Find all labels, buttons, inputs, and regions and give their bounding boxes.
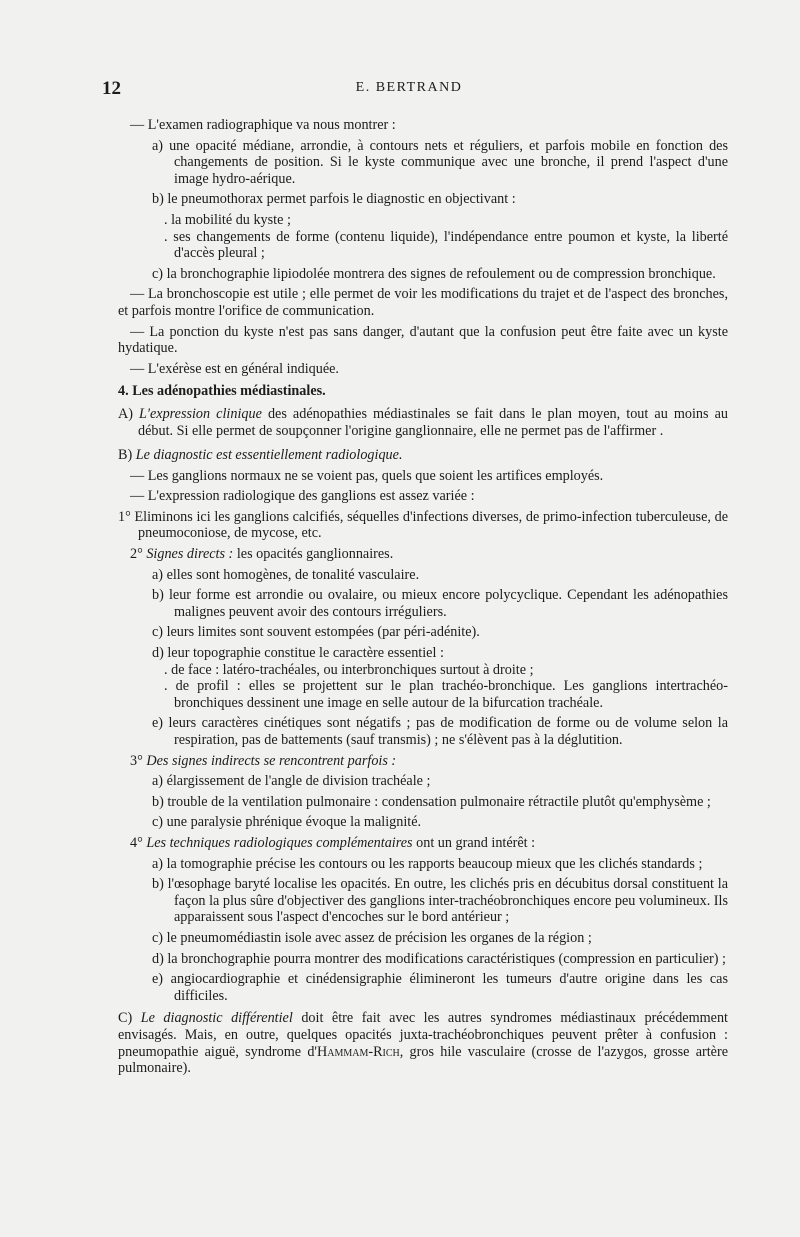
text: doit être fait avec les autres syndromes médiastinaux précédemment envisagés. Mais, en outre, quelques opacités juxta-trachéobronchiques peuvent prêter à confusion : pneumopathie aiguë, syndrome d': [118, 1010, 729, 1060]
italic-phrase: Le diagnostic différentiel: [140, 1010, 293, 1027]
list-item: d) leur topographie constitue le caractère essentiel :: [152, 645, 444, 662]
paragraph: — La bronchoscopie est utile ; elle permet de voir les modifications du trajet et de l'aspect des bronches, et parfois montre l'orifice de communication.: [118, 286, 728, 319]
list-item: b) l'œsophage baryté localise les opacités. En outre, les clichés pris en décubitus dorsal constituent la façon la plus sûre d'objectiver des ganglions inter-trachéobronchiques encore peu volumineux. Ils apparaissent sous l'aspect d'encoches sur le bord antérieur ;: [152, 876, 728, 926]
paragraph: — L'examen radiographique va nous montrer :: [130, 117, 396, 133]
running-head: E. BERTRAND: [355, 80, 463, 95]
numbered-item: [118, 546, 728, 563]
label: 3°: [130, 752, 143, 769]
section-heading: 4. Les adénopathies médiastinales.: [118, 383, 326, 400]
list-item: d) la bronchographie pourra montrer des modifications caractéristiques (compression en particulier) ;: [152, 950, 726, 967]
list-item: b) le pneumothorax permet parfois le diagnostic en objectivant :: [152, 191, 516, 208]
sub-item: . de face : latéro-trachéales, ou interbronchiques surtout à droite ;: [164, 661, 534, 678]
italic-phrase: Des signes indirects se rencontrent parfois :: [146, 752, 397, 769]
list-item: b) trouble de la ventilation pulmonaire : condensation pulmonaire rétractile plutôt qu'emphysème ;: [152, 793, 711, 810]
numbered-item: [118, 835, 728, 852]
list-item: e) angiocardiographie et cinédensigraphie élimineront les tumeurs d'autre origine dans les cas difficiles.: [152, 971, 728, 1004]
paragraph-b: [118, 447, 728, 464]
page-number: 12: [102, 78, 121, 99]
paragraph: — Les ganglions normaux ne se voient pas, quels que soient les artifices employés.: [130, 467, 604, 484]
label: A): [118, 405, 133, 422]
text: ont un grand intérêt :: [412, 834, 536, 851]
list-item: e) leurs caractères cinétiques sont négatifs ; pas de modification de forme ou de volume selon la respiration, pas de battements (sauf transmis) ; ne s'élèvent pas à la déglutition.: [152, 715, 728, 748]
list-item: a) élargissement de l'angle de division trachéale ;: [152, 773, 431, 790]
numbered-item: [118, 753, 728, 770]
italic-phrase: Les techniques radiologiques complémentaires: [146, 834, 413, 851]
numbered-item: 1° Eliminons ici les ganglions calcifiés, séquelles d'infections diverses, de primo-infection tuberculeuse, de pneumoconiose, de mycose, etc.: [118, 508, 728, 542]
paragraph: — La ponction du kyste n'est pas sans danger, d'autant que la confusion peut être faite avec un kyste hydatique.: [118, 323, 728, 357]
text: , gros hile vasculaire (crosse de l'azygos, grosse artère pulmonaire).: [118, 1043, 729, 1077]
text: les opacités ganglionnaires.: [233, 546, 394, 563]
paragraph-c: [118, 1010, 728, 1076]
paragraph: — L'exérèse est en général indiquée.: [130, 360, 339, 377]
paragraph: — L'expression radiologique des ganglions est assez variée :: [130, 488, 475, 505]
page-header: [102, 78, 716, 104]
body-text: [118, 117, 728, 1081]
sub-item: . ses changements de forme (contenu liquide), l'indépendance entre poumon et kyste, la liberté d'accès pleural ;: [164, 228, 728, 262]
small-caps-name: Hammam-Rich: [316, 1043, 400, 1060]
text: des adénopathies médiastinales se fait dans le plan moyen, tout au moins au début. Si elle permet de soupçonner l'origine ganglionnaire, elle ne permet pas de l'affirmer .: [138, 405, 728, 439]
list-item: c) la bronchographie lipiodolée montrera des signes de refoulement ou de compression bronchique.: [152, 265, 716, 282]
list-item: c) leurs limites sont souvent estompées (par péri-adénite).: [152, 624, 480, 641]
list-item: c) le pneumomédiastin isole avec assez de précision les organes de la région ;: [152, 929, 592, 946]
list-item: c) une paralysie phrénique évoque la malignité.: [152, 814, 422, 831]
list-item: b) leur forme est arrondie ou ovalaire, ou mieux encore polycyclique. Cependant les adénopathies malignes peuvent avoir des contours irréguliers.: [152, 587, 728, 620]
sub-item: . la mobilité du kyste ;: [164, 211, 291, 228]
label: C): [118, 1010, 133, 1027]
italic-phrase: Le diagnostic est essentiellement radiologique.: [135, 447, 403, 464]
list-item: a) elles sont homogènes, de tonalité vasculaire.: [152, 566, 420, 583]
italic-phrase: Signes directs :: [146, 546, 234, 563]
italic-phrase: L'expression clinique: [139, 405, 262, 422]
list-item: a) une opacité médiane, arrondie, à contours nets et réguliers, et parfois mobile en fonction des changements de position. Si le kyste communique avec une bronche, il prend l'aspect d'une image hydro-aérique.: [152, 137, 728, 187]
list-item: a) la tomographie précise les contours ou les rapports beaucoup mieux que les clichés standards ;: [152, 855, 703, 872]
sub-item: . de profil : elles se projettent sur le plan trachéo-bronchique. Les ganglions intertrachéo-bronchiques dessinent une image en selle autour de la bifurcation trachéale.: [164, 678, 728, 711]
label: B): [118, 447, 133, 464]
paragraph-a: [118, 406, 728, 439]
label: 2°: [130, 546, 143, 563]
label: 4°: [130, 834, 143, 851]
